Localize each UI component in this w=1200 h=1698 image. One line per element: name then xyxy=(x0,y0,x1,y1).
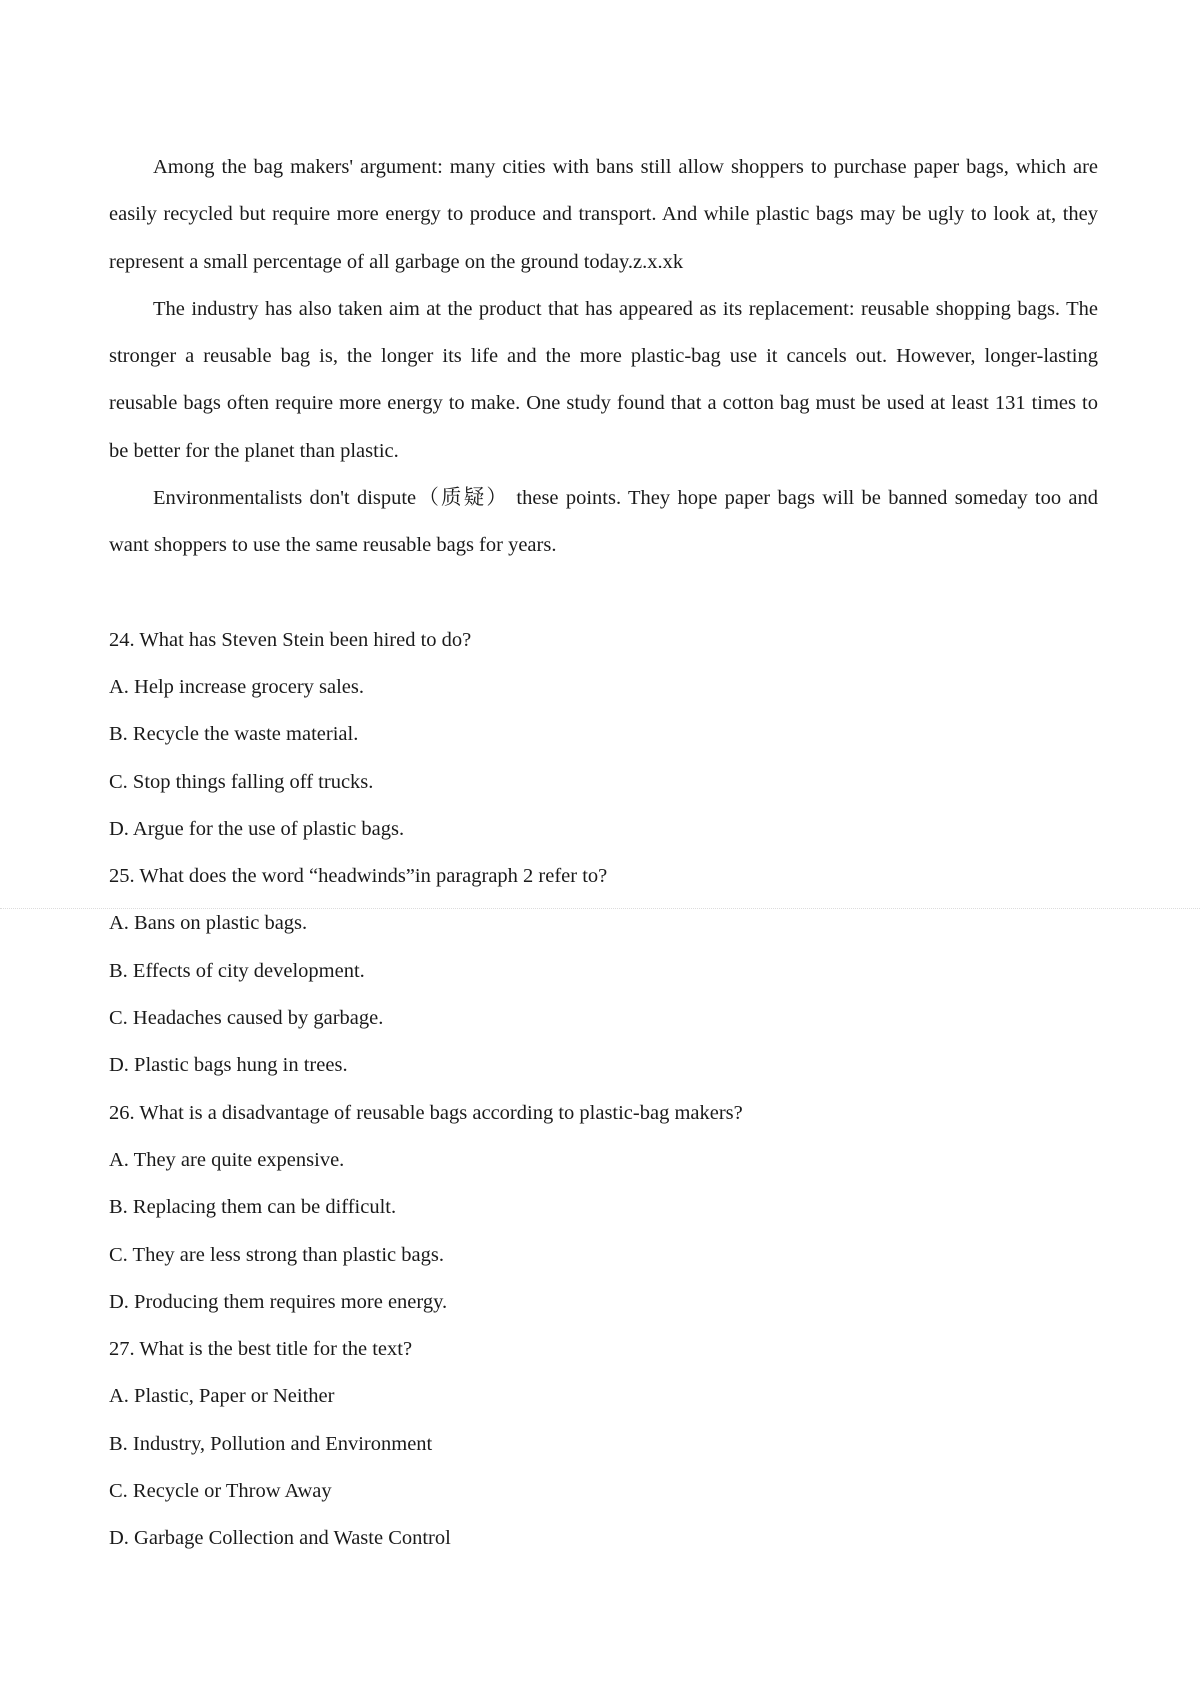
document-page xyxy=(109,144,1098,1563)
page-divider xyxy=(0,908,1200,909)
option-a: A. They are quite expensive. xyxy=(109,1148,345,1171)
option-a: A. Help increase grocery sales. xyxy=(109,675,364,698)
reading-passage xyxy=(109,144,1098,570)
passage-paragraph-1: Among the bag makers' argument: many cities with bans still allow shoppers to purchase paper bags, which are easily recycled but require more energy to produce and transport. And while plastic bags may be ugly to look at, they represent a small percentage of all garbage on the ground today.z.x.xk xyxy=(109,156,1098,273)
option-c: C. Stop things falling off trucks. xyxy=(109,770,374,793)
option-a: A. Bans on plastic bags. xyxy=(109,912,308,935)
option-d: D. Argue for the use of plastic bags. xyxy=(109,817,405,840)
question-list xyxy=(109,617,1098,1563)
question-stem: 26. What is a disadvantage of reusable bags according to plastic-bag makers? xyxy=(109,1101,743,1124)
option-d: D. Producing them requires more energy. xyxy=(109,1290,448,1313)
option-b: B. Effects of city development. xyxy=(109,959,365,982)
passage-paragraph-3: Environmentalists don't dispute（质疑） these points. They hope paper bags will be banned someday too and want shoppers to use the same reusable bags for years. xyxy=(109,487,1098,557)
option-b: B. Industry, Pollution and Environment xyxy=(109,1432,433,1455)
option-d: D. Garbage Collection and Waste Control xyxy=(109,1527,451,1550)
option-b: B. Replacing them can be difficult. xyxy=(109,1196,397,1219)
question-stem: 24. What has Steven Stein been hired to do? xyxy=(109,628,472,651)
passage-paragraph-2: The industry has also taken aim at the product that has appeared as its replacement: reusable shopping bags. The stronger a reusable bag is, the longer its life and the more plastic-bag use it cancels out. However, longer-lasting reusable bags often require more energy to make. One study found that a cotton bag must be used at least 131 times to be better for the planet than plastic. xyxy=(109,297,1098,462)
option-b: B. Recycle the waste material. xyxy=(109,723,359,746)
option-c: C. Headaches caused by garbage. xyxy=(109,1007,384,1030)
question-25 xyxy=(109,853,1098,1089)
question-stem: 25. What does the word “headwinds”in paragraph 2 refer to? xyxy=(109,865,608,888)
option-a: A. Plastic, Paper or Neither xyxy=(109,1385,335,1408)
question-24 xyxy=(109,617,1098,853)
option-d: D. Plastic bags hung in trees. xyxy=(109,1054,348,1077)
option-c: C. They are less strong than plastic bags. xyxy=(109,1243,444,1266)
option-c: C. Recycle or Throw Away xyxy=(109,1480,332,1503)
question-stem: 27. What is the best title for the text? xyxy=(109,1338,413,1361)
question-27 xyxy=(109,1326,1098,1562)
question-26 xyxy=(109,1090,1098,1326)
section-spacer xyxy=(109,570,1098,617)
